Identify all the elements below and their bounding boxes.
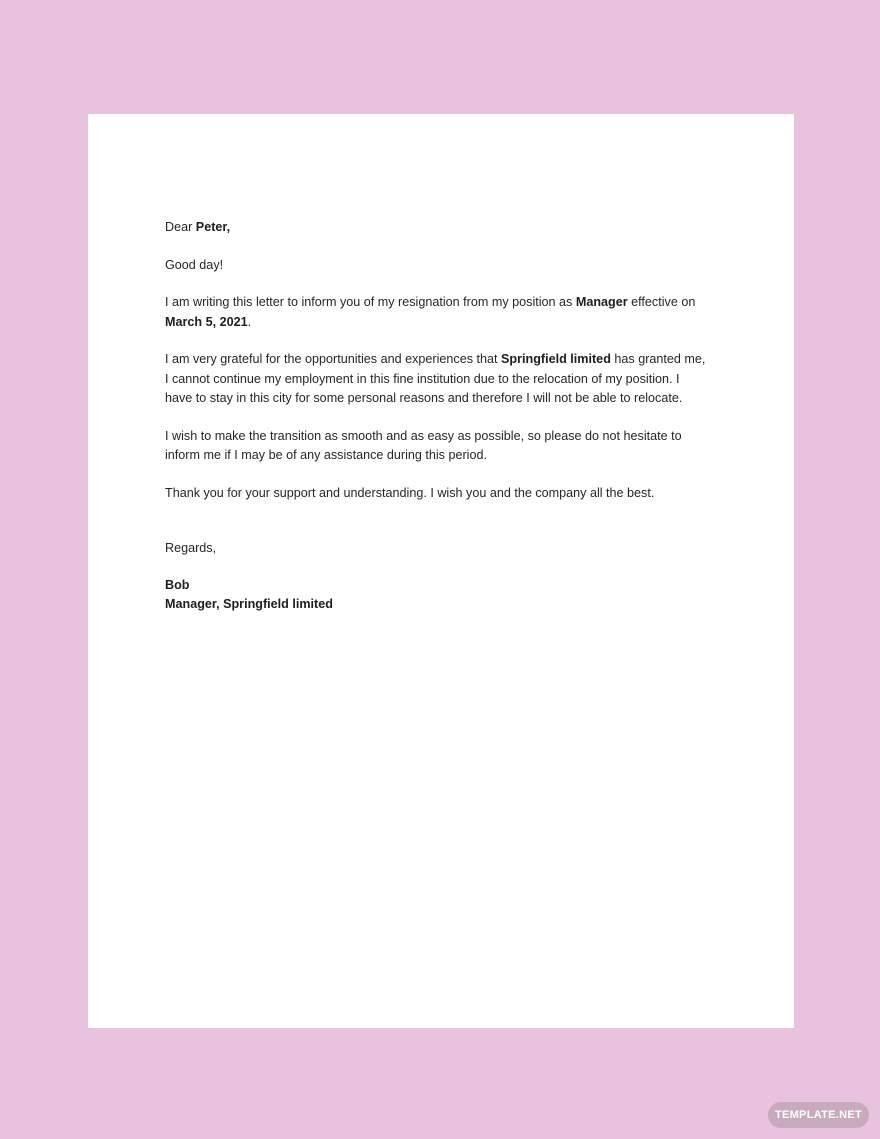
paragraph-resignation <box>165 293 710 332</box>
effective-date: March 5, 2021 <box>165 314 248 329</box>
paragraph-text: I am writing this letter to inform you of my resignation from my position as <box>165 295 576 309</box>
position-title: Manager <box>575 295 628 309</box>
paragraph-thanks: Thank you for your support and understanding. I wish you and the company all the best. <box>165 485 655 500</box>
letter-page <box>88 114 794 1028</box>
sender-title <box>165 595 710 615</box>
company-name: Springfield limited <box>501 352 611 366</box>
salutation-prefix: Dear <box>165 220 196 234</box>
letter-body <box>165 218 710 615</box>
template-net-watermark: TEMPLATE.NET <box>768 1102 869 1128</box>
sender-name <box>165 576 710 596</box>
paragraph-text: I am very grateful for the opportunities and experiences that <box>165 352 502 366</box>
paragraph-gratitude <box>165 350 710 409</box>
paragraph-text: has granted me, I cannot continue my employment in this fine institution due to the relocation of my position. I have to stay in this city for some personal reasons and therefore I will not be able to relocate. <box>165 352 706 405</box>
closing: Regards, <box>165 541 217 555</box>
sender-name-text: Bob <box>165 577 190 592</box>
paragraph-transition: I wish to make the transition as smooth and as easy as possible, so please do not hesitate to inform me if I may be of any assistance during this period. <box>165 428 682 462</box>
greeting: Good day! <box>165 257 224 272</box>
salutation <box>165 218 710 238</box>
recipient-name: Peter, <box>195 220 231 234</box>
sender-title-text: Manager, Springfield limited <box>165 597 333 611</box>
paragraph-text: . <box>247 314 252 329</box>
paragraph-text: effective on <box>627 295 696 309</box>
